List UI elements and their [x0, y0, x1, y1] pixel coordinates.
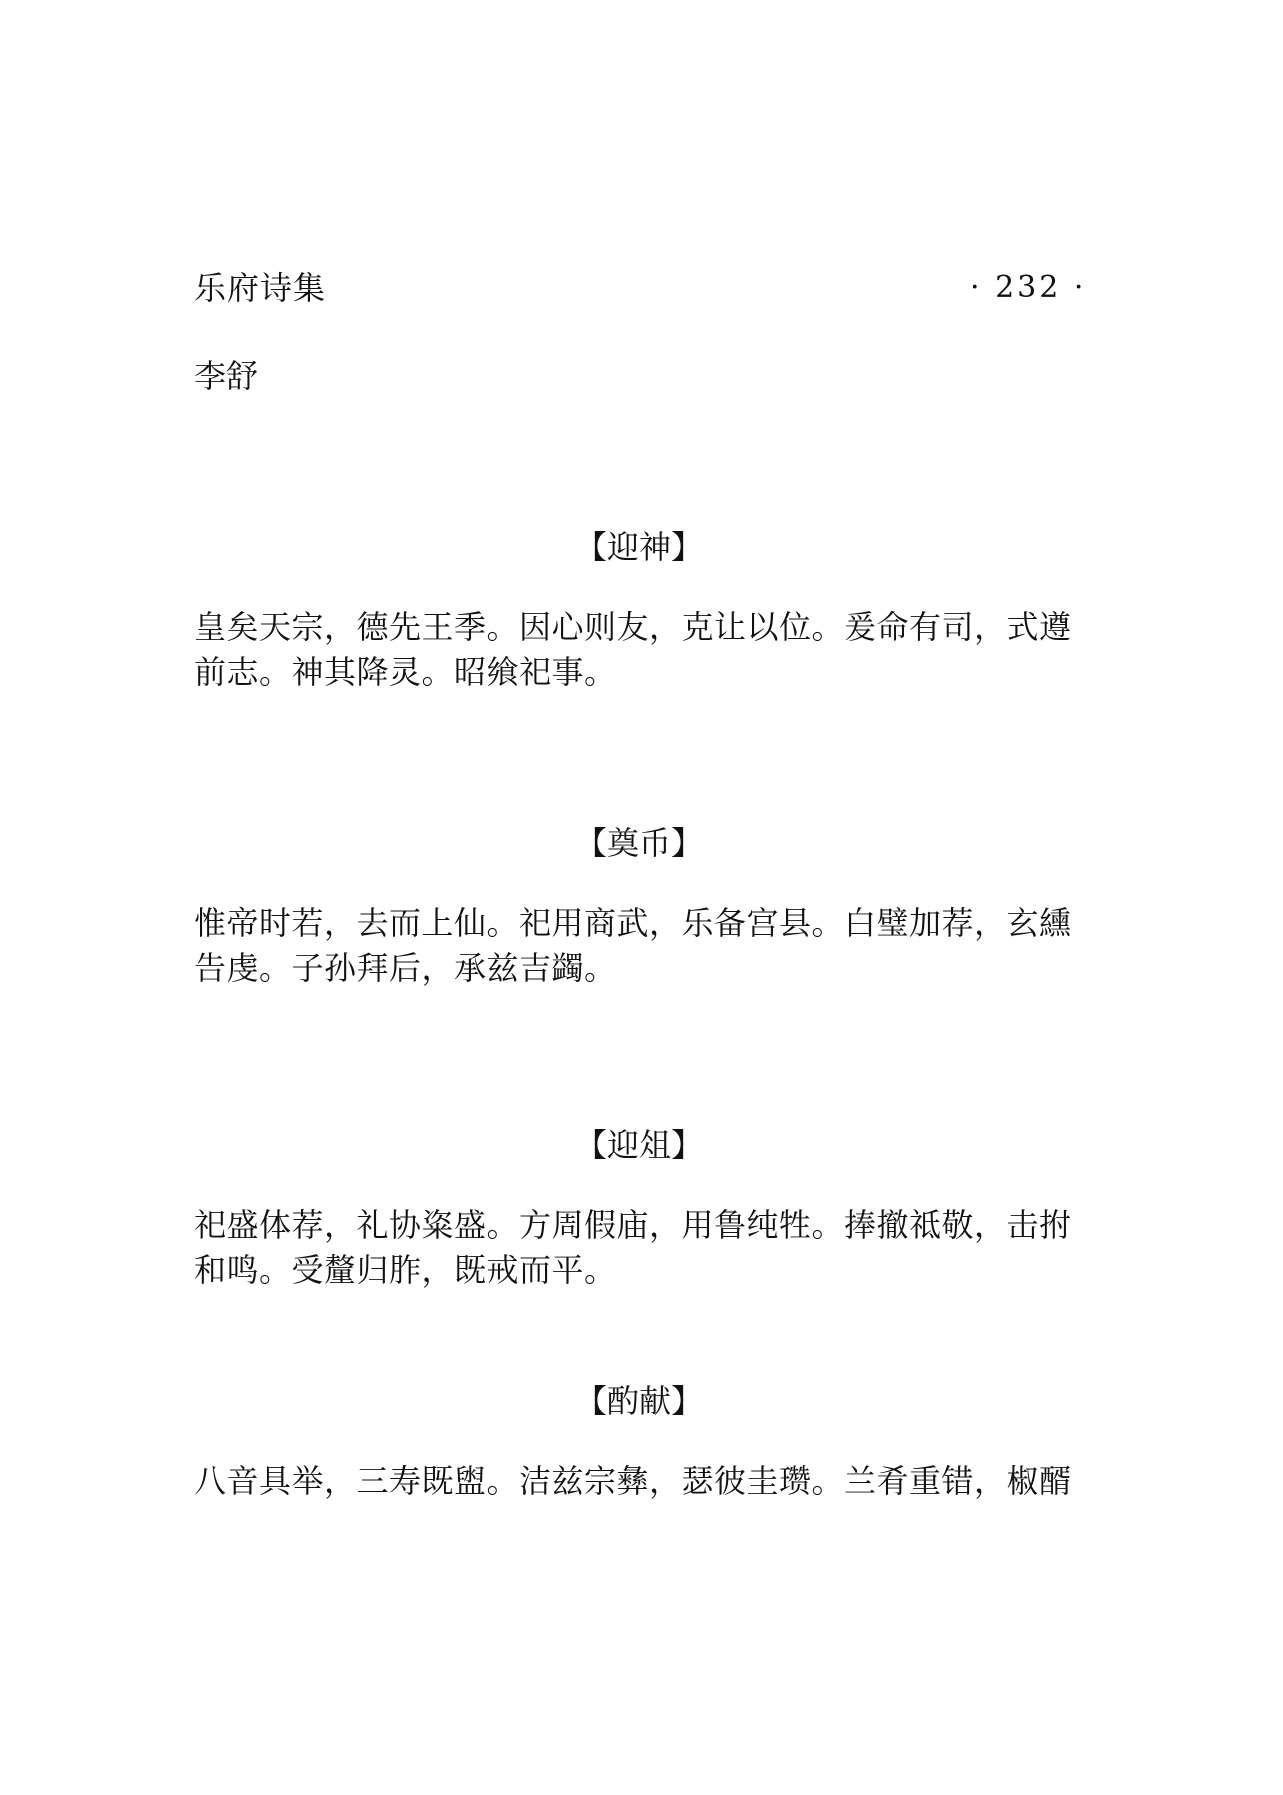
author-name: 李舒	[194, 357, 259, 395]
section-body-zhuoxian	[194, 1459, 1094, 1504]
section-heading-yingzu: 【迎俎】	[574, 1126, 703, 1164]
section-heading-dianbi: 【奠币】	[574, 824, 703, 862]
poem-line: 祀盛体荐，礼协粢盛。方周假庙，用鲁纯牲。捧撤祗敬，击拊	[194, 1206, 1072, 1244]
poem-line: 和鸣。受釐归胙，既戒而平。	[194, 1251, 617, 1289]
poem-line: 惟帝时若，去而上仙。祀用商武，乐备宫县。白璧加荐，玄纁	[194, 904, 1072, 942]
section-body-dianbi	[194, 901, 1094, 991]
page-number: · 232 ·	[970, 270, 1087, 305]
poem-line: 皇矣天宗，德先王季。因心则友，克让以位。爰命有司，式遵	[194, 608, 1072, 646]
section-body-yingshen	[194, 605, 1094, 695]
poem-line: 八音具举，三寿既盥。洁兹宗彝，瑟彼圭瓒。兰肴重错，椒醑	[194, 1462, 1072, 1500]
section-heading-zhuoxian: 【酌献】	[574, 1382, 703, 1420]
book-title: 乐府诗集	[194, 269, 327, 307]
section-heading-yingshen: 【迎神】	[574, 528, 703, 566]
poem-line: 告虔。子孙拜后，承兹吉蠲。	[194, 949, 617, 987]
poem-line: 前志。神其降灵。昭飨祀事。	[194, 653, 617, 691]
section-body-yingzu	[194, 1203, 1094, 1293]
